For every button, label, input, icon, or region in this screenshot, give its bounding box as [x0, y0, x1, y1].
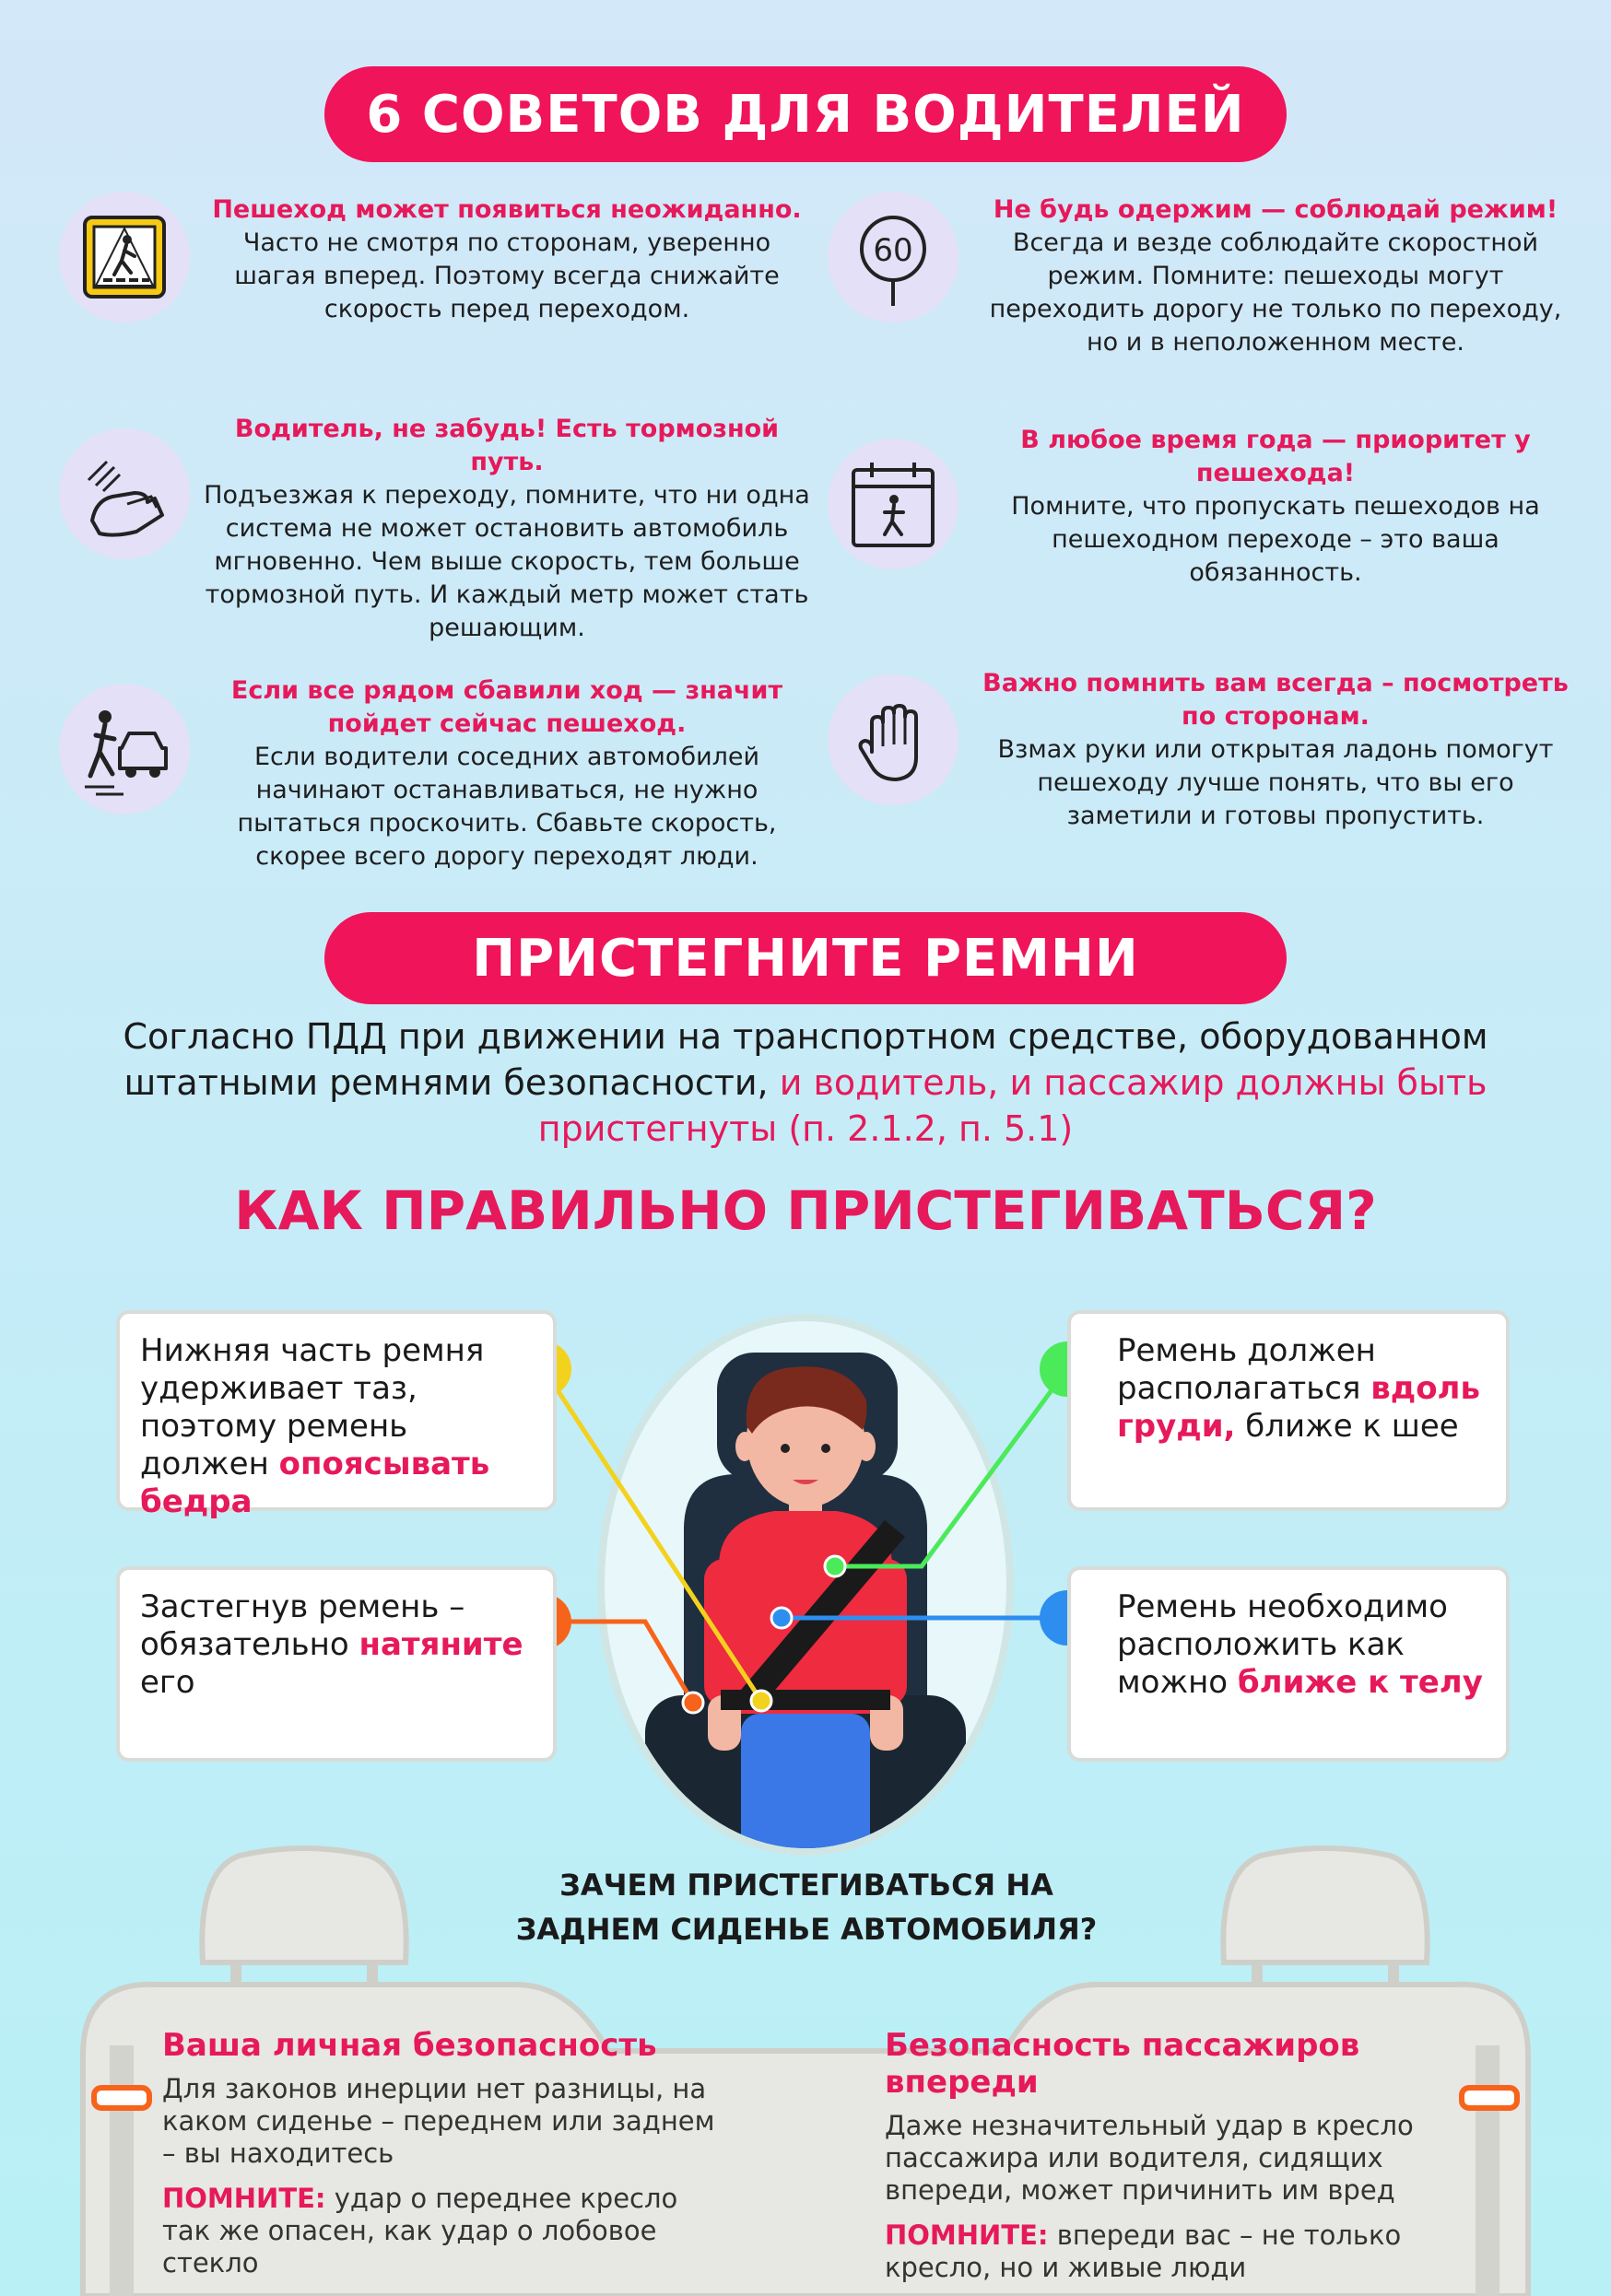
remember-text: удар о переднее кресло так же опасен, как удар о лобовое стекло [162, 2183, 678, 2278]
remember-text: впереди вас – не только кресло, но и живые люди [885, 2220, 1402, 2283]
box-text: Ремень необходимо расположить как можно [1117, 1588, 1448, 1701]
tip-text: Если водители соседних автомобилей начинают останавливаться, не нужно пытаться проскочить. Сбавьте скорость, скорее всего дорогу переходят люди. [237, 743, 777, 871]
intro-text: Согласно ПДД при движении на транспортном средстве, оборудованном штатными ремнями безопасности, [123, 1016, 1488, 1103]
tip-title: Пешеход может появиться неожиданно. [212, 195, 802, 224]
box-after: его [140, 1664, 195, 1701]
tip-text: Помните, что пропускать пешеходов на пешеходном переходе – это ваша обязанность. [1011, 492, 1540, 587]
seatbelt-header-text: ПРИСТЕГНИТЕ РЕМНИ [472, 928, 1139, 989]
tip-title: В любое время года — приоритет у пешехода! [1020, 426, 1531, 487]
tip-box-bottom-right [1067, 1566, 1510, 1762]
tip-text: Часто не смотря по сторонам, уверенно шагая вперед. Поэтому всегда снижайте скорость перед переходом. [234, 228, 780, 323]
box-after: ближе к шее [1235, 1408, 1459, 1445]
tip-title: Если все рядом сбавили ход — значит пойдет сейчас пешеход. [230, 676, 783, 738]
box-highlight: опоясывать бедра [140, 1446, 490, 1520]
intro-highlight: и водитель, и пассажир должны быть пристегнуты (п. 2.1.2, п. 5.1) [537, 1062, 1488, 1149]
tip-title: Не будь одержим — соблюдай режим! [993, 195, 1558, 224]
tip-box-bottom-left [116, 1566, 557, 1762]
rear-left-remember [162, 2183, 734, 2279]
rear-right-heading: Безопасность пассажиров впереди [885, 2027, 1360, 2101]
tip-title: Водитель, не забудь! Есть тормозной путь. [234, 415, 780, 476]
rear-left-heading: Ваша личная безопасность [162, 2027, 657, 2064]
tip-text: Всегда и везде соблюдайте скоростной режим. Помните: пешеходы могут переходить дорогу не только по переходу, но и в неположенном месте. [989, 228, 1562, 357]
question-text: КАК ПРАВИЛЬНО ПРИСТЕГИВАТЬСЯ? [234, 1179, 1377, 1242]
rear-left-text: Для законов инерции нет разницы, на каком сиденье – переднем или заднем – вы находитесь [162, 2073, 715, 2169]
tip-box-top-right [1067, 1310, 1510, 1511]
remember-label: ПОМНИТЕ: [885, 2220, 1049, 2251]
rear-title [498, 1863, 1115, 1951]
tip-text: Взмах руки или открытая ладонь помогут пешеходу лучше понять, что вы его заметили и готовы пропустить. [997, 735, 1554, 830]
box-highlight: ближе к телу [1237, 1664, 1483, 1701]
tips-header-text: 6 СОВЕТОВ ДЛЯ ВОДИТЕЛЕЙ [366, 84, 1245, 145]
tip-text: Подъезжая к переходу, помните, что ни одна система не может остановить автомобиль мгновенно. Чем выше скорость, тем больше тормозной путь. И каждый метр может стать решающим. [204, 481, 810, 642]
svg-text:60: 60 [873, 232, 913, 269]
remember-label: ПОМНИТЕ: [162, 2183, 326, 2214]
tip-box-top-left [116, 1310, 557, 1520]
rear-right-text: Даже незначительный удар в кресло пассажира или водителя, сидящих впереди, может причинить им вред [885, 2110, 1414, 2206]
box-text: Застегнув ремень – обязательно [140, 1588, 465, 1663]
rear-right-remember [885, 2220, 1456, 2284]
box-text: Ремень должен располагаться [1117, 1332, 1376, 1407]
tip-title: Важно помнить вам всегда – посмотреть по сторонам. [982, 669, 1569, 731]
rear-left-column [162, 2027, 734, 2279]
box-highlight: натяните [359, 1626, 523, 1663]
box-highlight: вдоль груди, [1117, 1370, 1480, 1445]
rear-right-column [885, 2027, 1456, 2284]
rear-title-text: ЗАЧЕМ ПРИСТЕГИВАТЬСЯ НА ЗАДНЕМ СИДЕНЬЕ АВТОМОБИЛЯ? [515, 1868, 1098, 1947]
box-text: Нижняя часть ремня удерживает таз, поэтому ремень должен [140, 1332, 485, 1482]
